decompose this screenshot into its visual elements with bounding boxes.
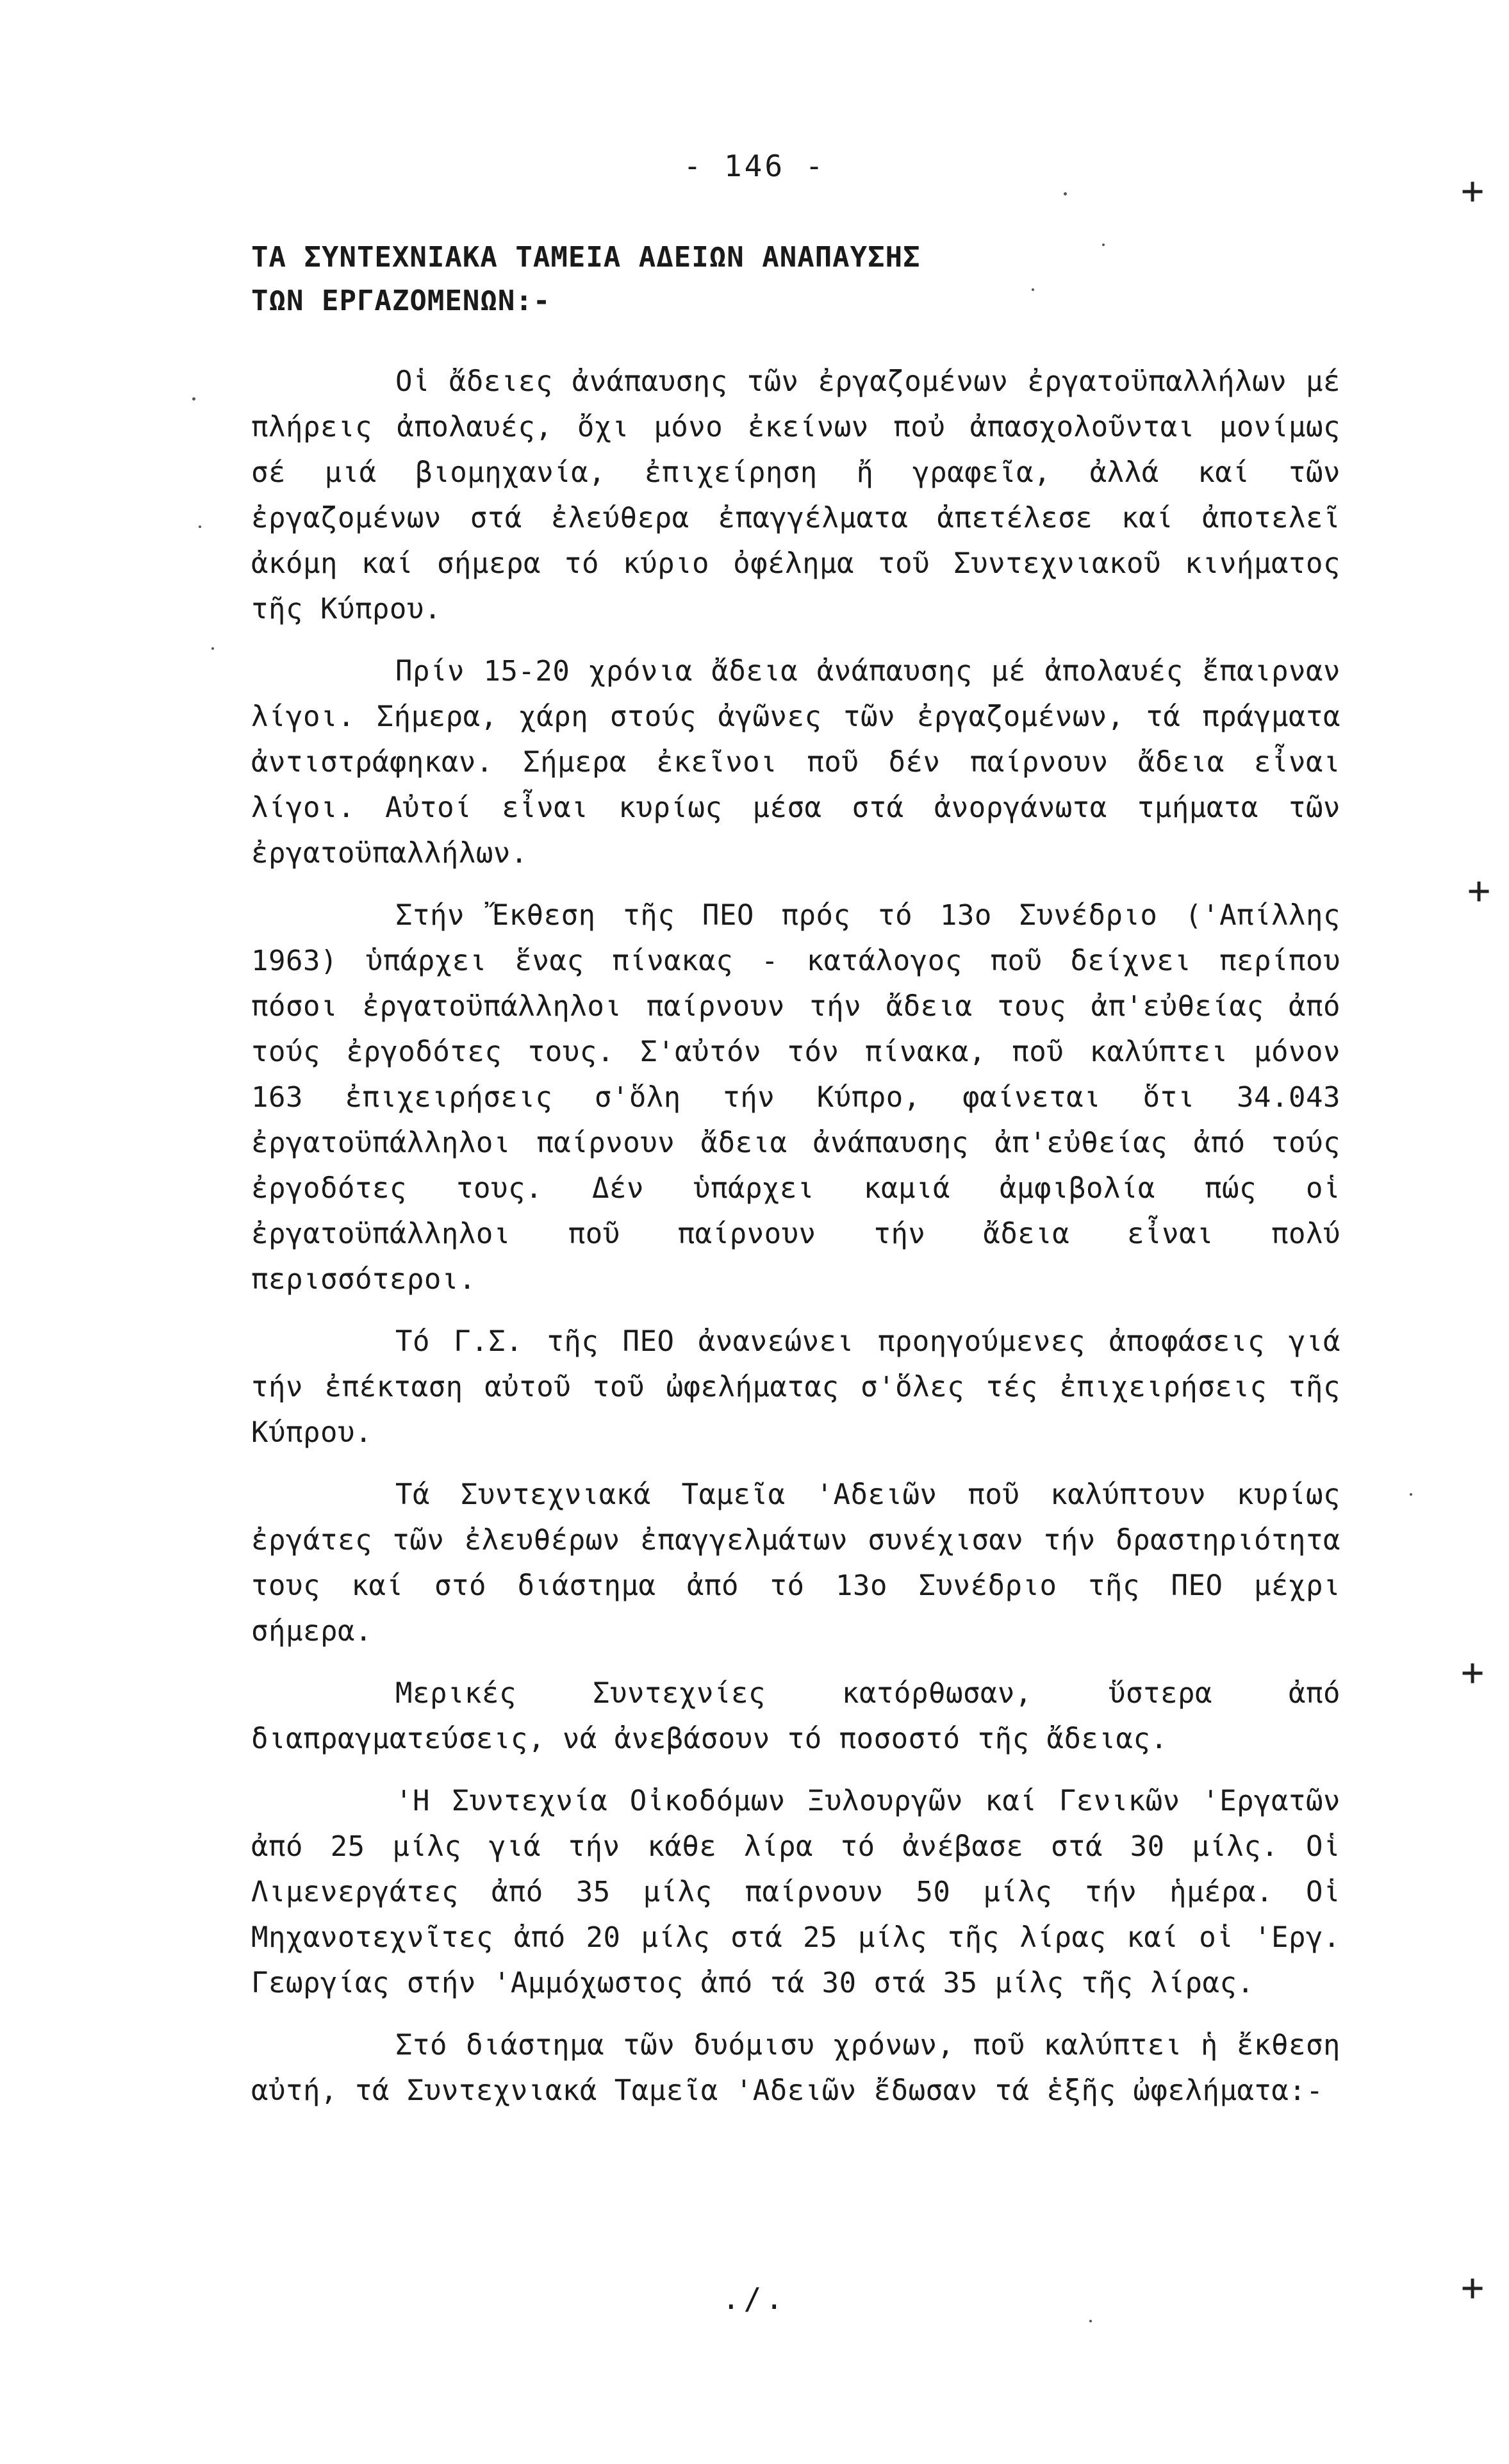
- heading-line-2: ΤΩΝ ΕΡΓΑΖΟΜΕΝΩΝ:-: [251, 285, 551, 317]
- section-heading: [251, 236, 921, 323]
- paragraph-8: Στό διάστημα τῶν δυόμισυ χρόνων, ποῦ καλύπτει ἡ ἔκθεση αὐτή, τά Συντεχνιακά Ταμεῖα 'Αδειῶν ἔδωσαν τά ἑξῆς ὠφελήματα:-: [251, 2029, 1340, 2107]
- paragraph-7: 'Η Συντεχνία Οἰκοδόμων Ξυλουργῶν καί Γενικῶν 'Εργατῶν ἀπό 25 μίλς γιά τήν κάθε λίρα τό ἀνέβασε στά 30 μίλς. Οἱ Λιμενεργάτες ἀπό 35 μίλς παίρνουν 50 μίλς τήν ἡμέρα. Οἱ Μηχανοτεχνῖτες ἀπό 20 μίλς στά 25 μίλς τῆς λίρας καί οἱ 'Εργ. Γεωργίας στήν 'Αμμόχωστος ἀπό τά 30 στά 35 μίλς τῆς λίρας.: [251, 1785, 1340, 1999]
- page-end-marker: ./.: [722, 2281, 787, 2316]
- scan-speck: [1089, 2320, 1092, 2322]
- registration-mark-right-middle: +: [1467, 868, 1491, 913]
- paragraph-5: Τά Συντεχνιακά Ταμεῖα 'Αδειῶν ποῦ καλύπτουν κυρίως ἐργάτες τῶν ἐλευθέρων ἐπαγγελμάτων συνέχισαν τήν δραστηριότητα τους καί στό διάστημα ἀπό τό 13ο Συνέδριο τῆς ΠΕΟ μέχρι σήμερα.: [251, 1478, 1340, 1648]
- paragraph-6: Μερικές Συντεχνίες κατόρθωσαν, ὕστερα ἀπό διαπραγματεύσεις, νά ἀνεβάσουν τό ποσοστό τῆς ἄδειας.: [251, 1677, 1340, 1755]
- registration-mark-bottom-right: +: [1461, 2265, 1485, 2310]
- scan-speck: [199, 525, 201, 528]
- scan-speck: [1032, 288, 1034, 291]
- scan-speck: [211, 647, 214, 650]
- page-number: - 146 -: [683, 149, 826, 183]
- scan-speck: [1410, 1493, 1412, 1496]
- scan-speck: [192, 397, 195, 401]
- body-text: [251, 359, 1340, 2130]
- paragraph-1: Οἱ ἄδειες ἀνάπαυσης τῶν ἐργαζομένων ἐργατοϋπαλλήλων μέ πλήρεις ἀπολαυές, ὄχι μόνο ἐκείνων ποὐ ἀπασχολοῦνται μονίμως σέ μιά βιομηχανία, ἐπιχείρηση ἤ γραφεῖα, ἀλλά καί τῶν ἐργαζομένων στά ἐλεύθερα ἐπαγγέλματα ἀπετέλεσε καί ἀποτελεῖ ἀκόμη καί σήμερα τό κύριο ὀφέλημα τοῦ Συντεχνιακοῦ κινήματος τῆς Κύπρου.: [251, 365, 1340, 625]
- paragraph-2: Πρίν 15-20 χρόνια ἄδεια ἀνάπαυσης μέ ἀπολαυές ἔπαιρναν λίγοι. Σήμερα, χάρη στούς ἀγῶνες τῶν ἐργαζομένων, τά πράγματα ἀντιστράφηκαν. Σήμερα ἐκεῖνοι ποῦ δέν παίρνουν ἄδεια εἶναι λίγοι. Αὐτοί εἶναι κυρίως μέσα στά ἀνοργάνωτα τμήματα τῶν ἐργατοϋπαλλήλων.: [251, 655, 1340, 870]
- registration-mark-right-lower: +: [1461, 1650, 1485, 1695]
- scan-speck: [1102, 244, 1105, 246]
- paragraph-4: Τό Γ.Σ. τῆς ΠΕΟ ἀνανεώνει προηγούμενες ἀποφάσεις γιά τήν ἐπέκταση αὐτοῦ τοῦ ὠφελήματας σ'ὅλες τές ἐπιχειρήσεις τῆς Κύπρου.: [251, 1325, 1340, 1449]
- paragraph-3: Στήν Ἔκθεση τῆς ΠΕΟ πρός τό 13ο Συνέδριο ('Απίλλης 1963) ὑπάρχει ἕνας πίνακας - κατάλογος ποῦ δείχνει περίπου πόσοι ἐργατοϋπάλληλοι παίρνουν τήν ἄδεια τους ἀπ'εὐθείας ἀπό τούς ἐργοδότες τους. Σ'αὐτόν τόν πίνακα, ποῦ καλύπτει μόνον 163 ἐπιχειρήσεις σ'ὅλη τήν Κύπρο, φαίνεται ὅτι 34.043 ἐργατοϋπάλληλοι παίρνουν ἄδεια ἀνάπαυσης ἀπ'εὐθείας ἀπό τούς ἐργοδότες τους. Δέν ὑπάρχει καμιά ἀμφιβολία πώς οἱ ἐργατοϋπάλληλοι ποῦ παίρνουν τήν ἄδεια εἶναι πολύ περισσότεροι.: [251, 899, 1340, 1296]
- heading-line-1: ΤΑ ΣΥΝΤΕΧΝΙΑΚΑ ΤΑΜΕΙΑ ΑΔΕΙΩΝ ΑΝΑΠΑΥΣΗΣ: [251, 241, 921, 274]
- scan-speck: [1064, 192, 1067, 195]
- registration-mark-top-right: +: [1461, 169, 1485, 213]
